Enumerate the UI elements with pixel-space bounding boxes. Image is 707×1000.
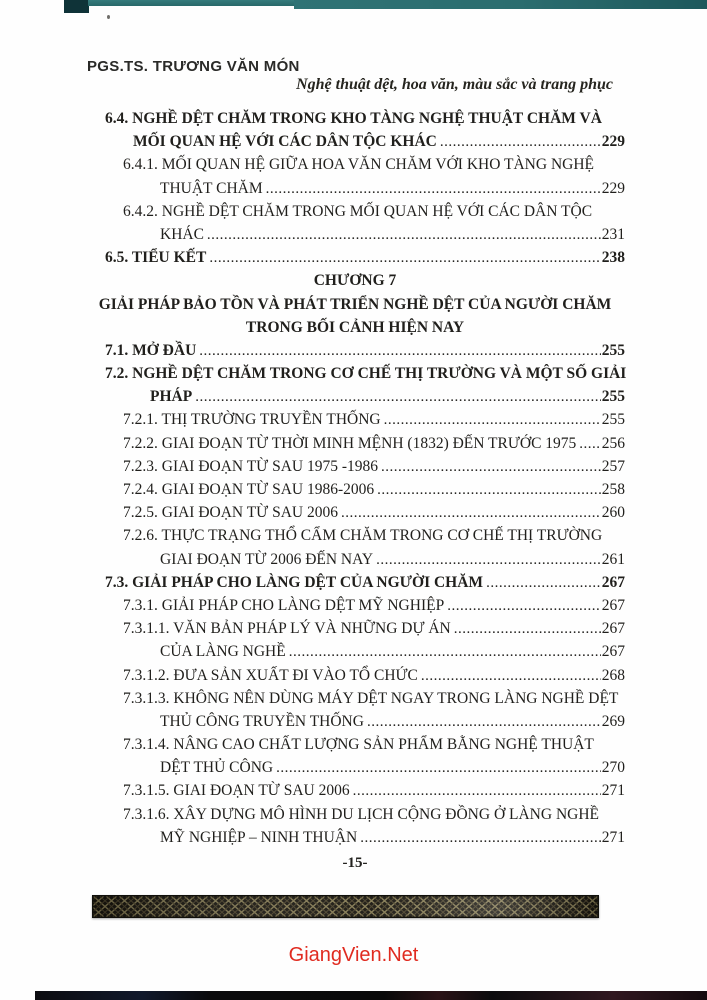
toc-entry-text: GIAI ĐOẠN TỪ 2006 ĐẾN NAY bbox=[160, 550, 374, 568]
dot-leader bbox=[266, 177, 601, 201]
dot-leader bbox=[289, 640, 601, 664]
toc-entry bbox=[85, 385, 625, 408]
dot-leader bbox=[421, 664, 601, 688]
toc-entry-text: 7.2.3. GIAI ĐOẠN TỪ SAU 1975 -1986 bbox=[123, 457, 378, 475]
dot-leader bbox=[360, 826, 601, 850]
toc-page-number: 238 bbox=[601, 249, 625, 267]
page-number: -15- bbox=[342, 855, 368, 871]
toc-entry bbox=[85, 733, 625, 756]
watermark-text: GiangVien.Net bbox=[288, 944, 419, 966]
dot-leader bbox=[195, 385, 601, 409]
toc-page-number: 271 bbox=[601, 828, 625, 846]
toc-page-number: 229 bbox=[601, 133, 625, 151]
toc-page-number: 256 bbox=[601, 434, 625, 452]
toc-entry-text: 7.3.1.3. KHÔNG NÊN DÙNG MÁY DỆT NGAY TRONG LÀNG NGHỀ DỆT bbox=[123, 689, 619, 707]
photo-edge-strip-right bbox=[294, 0, 707, 9]
dot-leader bbox=[367, 710, 601, 734]
dot-leader bbox=[199, 339, 600, 363]
toc-entry bbox=[85, 177, 625, 200]
dot-leader bbox=[207, 223, 601, 247]
toc-entry bbox=[85, 756, 625, 779]
toc-entry-text: 7.2.1. THỊ TRƯỜNG TRUYỀN THỐNG bbox=[123, 411, 381, 429]
toc-page-number: 269 bbox=[601, 712, 625, 730]
dot-leader bbox=[381, 455, 601, 479]
toc-entry-text: 7.3.1.6. XÂY DỰNG MÔ HÌNH DU LỊCH CỘNG ĐỒNG Ở LÀNG NGHỀ bbox=[123, 805, 599, 823]
toc-entry-text: 6.4.2. NGHỀ DỆT CHĂM TRONG MỐI QUAN HỆ VỚI CÁC DÂN TỘC bbox=[123, 202, 593, 220]
toc-entry-text: KHÁC bbox=[160, 225, 204, 243]
photo-edge-strip-left bbox=[88, 0, 296, 6]
toc-entry-text: 7.2.2. GIAI ĐOẠN TỪ THỜI MINH MỆNH (1832) ĐẾN TRƯỚC 1975 bbox=[123, 434, 577, 452]
toc-list bbox=[85, 107, 625, 849]
toc-entry bbox=[85, 246, 625, 269]
toc-entry bbox=[85, 803, 625, 826]
toc-entry bbox=[85, 594, 625, 617]
toc-entry-text: MỸ NGHIỆP – NINH THUẬN bbox=[160, 828, 358, 846]
toc-page-number: 270 bbox=[601, 759, 625, 777]
toc-entry-text: 7.3. GIẢI PHÁP CHO LÀNG DỆT CỦA NGƯỜI CHĂM bbox=[105, 573, 484, 591]
toc-entry-text: 7.2.6. THỰC TRẠNG THỔ CẨM CHĂM TRONG CƠ CHẾ THỊ TRƯỜNG bbox=[123, 527, 603, 545]
dot-leader bbox=[384, 408, 601, 432]
toc-page-number: 255 bbox=[601, 341, 625, 359]
toc-entry-text: 7.3.1.2. ĐƯA SẢN XUẤT ĐI VÀO TỔ CHỨC bbox=[123, 666, 418, 684]
toc-page-number: 267 bbox=[601, 620, 625, 638]
toc-entry bbox=[85, 640, 625, 663]
toc-entry bbox=[85, 432, 625, 455]
toc-page-number: 267 bbox=[601, 573, 625, 591]
toc-entry-text: 7.2. NGHỀ DỆT CHĂM TRONG CƠ CHẾ THỊ TRƯỜNG VÀ MỘT SỐ GIẢI bbox=[105, 365, 627, 383]
toc-entry-text: 7.3.1.4. NÂNG CAO CHẤT LƯỢNG SẢN PHẨM BẰNG NGHỆ THUẬT bbox=[123, 736, 594, 754]
toc-entry-text: 7.3.1.1. VĂN BẢN PHÁP LÝ VÀ NHỮNG DỰ ÁN bbox=[123, 620, 451, 638]
toc-entry-text: PHÁP bbox=[150, 388, 193, 406]
dot-leader bbox=[377, 478, 601, 502]
dot-leader bbox=[341, 501, 601, 525]
author-header: PGS.TS. TRƯƠNG VĂN MÓN bbox=[87, 58, 300, 75]
dot-leader bbox=[353, 779, 601, 803]
photo-edge-bottom bbox=[35, 991, 707, 1000]
toc-entry-text: 7.2.5. GIAI ĐOẠN TỪ SAU 2006 bbox=[123, 504, 338, 522]
toc-entry bbox=[85, 200, 625, 223]
toc-entry bbox=[85, 130, 625, 153]
toc-entry bbox=[85, 408, 625, 431]
toc-entry bbox=[85, 478, 625, 501]
toc-page-number: 255 bbox=[601, 388, 625, 406]
toc-entry bbox=[85, 362, 625, 385]
toc-page-number: 267 bbox=[601, 643, 625, 661]
toc-entry bbox=[85, 826, 625, 849]
toc-entry bbox=[85, 779, 625, 802]
dot-leader bbox=[447, 594, 601, 618]
toc-entry-text: THỦ CÔNG TRUYỀN THỐNG bbox=[160, 712, 364, 730]
toc-page-number: 258 bbox=[601, 481, 625, 498]
toc-entry-text: 6.4. NGHỀ DỆT CHĂM TRONG KHO TÀNG NGHỆ THUẬT CHĂM VÀ bbox=[105, 110, 602, 127]
dot-leader bbox=[454, 617, 601, 641]
book-title-header: Nghệ thuật dệt, hoa văn, màu sắc và trang phục bbox=[296, 76, 613, 93]
toc-entry bbox=[85, 524, 625, 547]
dot-leader bbox=[486, 571, 601, 595]
toc-entry-text: MỐI QUAN HỆ VỚI CÁC DÂN TỘC KHÁC bbox=[133, 133, 437, 151]
dot-leader bbox=[276, 756, 601, 780]
toc-page-number: 260 bbox=[601, 504, 625, 522]
woven-band-graphic bbox=[92, 895, 599, 918]
toc-page-number: 268 bbox=[601, 666, 625, 684]
toc-entry-text: 7.2.4. GIAI ĐOẠN TỪ SAU 1986-2006 bbox=[123, 481, 375, 498]
toc-entry-text: CỦA LÀNG NGHỀ bbox=[160, 643, 286, 661]
toc-page-number: 271 bbox=[601, 782, 625, 800]
toc-entry-text: DỆT THỦ CÔNG bbox=[160, 759, 274, 777]
toc-page-number: 261 bbox=[601, 550, 625, 568]
toc-entry bbox=[85, 223, 625, 246]
toc-page-number: 231 bbox=[601, 225, 625, 243]
dot-leader bbox=[579, 432, 600, 456]
toc-page-number: 229 bbox=[601, 179, 625, 197]
dot-leader bbox=[376, 548, 601, 572]
toc-entry-text: 6.5. TIỂU KẾT bbox=[105, 249, 207, 267]
toc-entry-text: 7.3.1.5. GIAI ĐOẠN TỪ SAU 2006 bbox=[123, 782, 350, 800]
toc-entry bbox=[85, 710, 625, 733]
woven-pattern-svg bbox=[92, 895, 599, 918]
toc-page-number: 267 bbox=[601, 596, 625, 614]
toc-entry bbox=[85, 617, 625, 640]
toc-entry bbox=[85, 571, 625, 594]
toc-entry bbox=[85, 548, 625, 571]
toc-entry-text: THUẬT CHĂM bbox=[160, 179, 263, 197]
toc-entry bbox=[85, 293, 625, 316]
toc-entry bbox=[85, 107, 625, 130]
toc-entry bbox=[85, 664, 625, 687]
toc-page-number: 257 bbox=[601, 457, 625, 475]
toc-entry bbox=[85, 455, 625, 478]
toc-entry-text: TRONG BỐI CẢNH HIỆN NAY bbox=[245, 318, 465, 336]
toc-entry bbox=[85, 339, 625, 362]
toc-entry-text: 7.3.1. GIẢI PHÁP CHO LÀNG DỆT MỸ NGHIỆP bbox=[123, 596, 445, 614]
toc-entry-text: 7.1. MỞ ĐẦU bbox=[105, 341, 197, 359]
toc-entry-text: CHƯƠNG 7 bbox=[313, 272, 397, 290]
toc-page-number: 255 bbox=[601, 411, 625, 429]
toc-entry bbox=[85, 501, 625, 524]
dot-leader bbox=[209, 246, 600, 270]
toc-entry-text: 6.4.1. MỐI QUAN HỆ GIỮA HOA VĂN CHĂM VỚI KHO TÀNG NGHỆ bbox=[123, 156, 594, 174]
scan-speck bbox=[107, 15, 110, 19]
dot-leader bbox=[440, 130, 601, 154]
toc-entry-text: GIẢI PHÁP BẢO TỒN VÀ PHÁT TRIỂN NGHỀ DỆT CỦA NGƯỜI CHĂM bbox=[98, 295, 612, 313]
toc-entry bbox=[85, 153, 625, 176]
toc-entry bbox=[85, 316, 625, 339]
photo-edge-dark-block bbox=[64, 0, 89, 13]
toc-entry bbox=[85, 269, 625, 292]
toc-entry bbox=[85, 687, 625, 710]
